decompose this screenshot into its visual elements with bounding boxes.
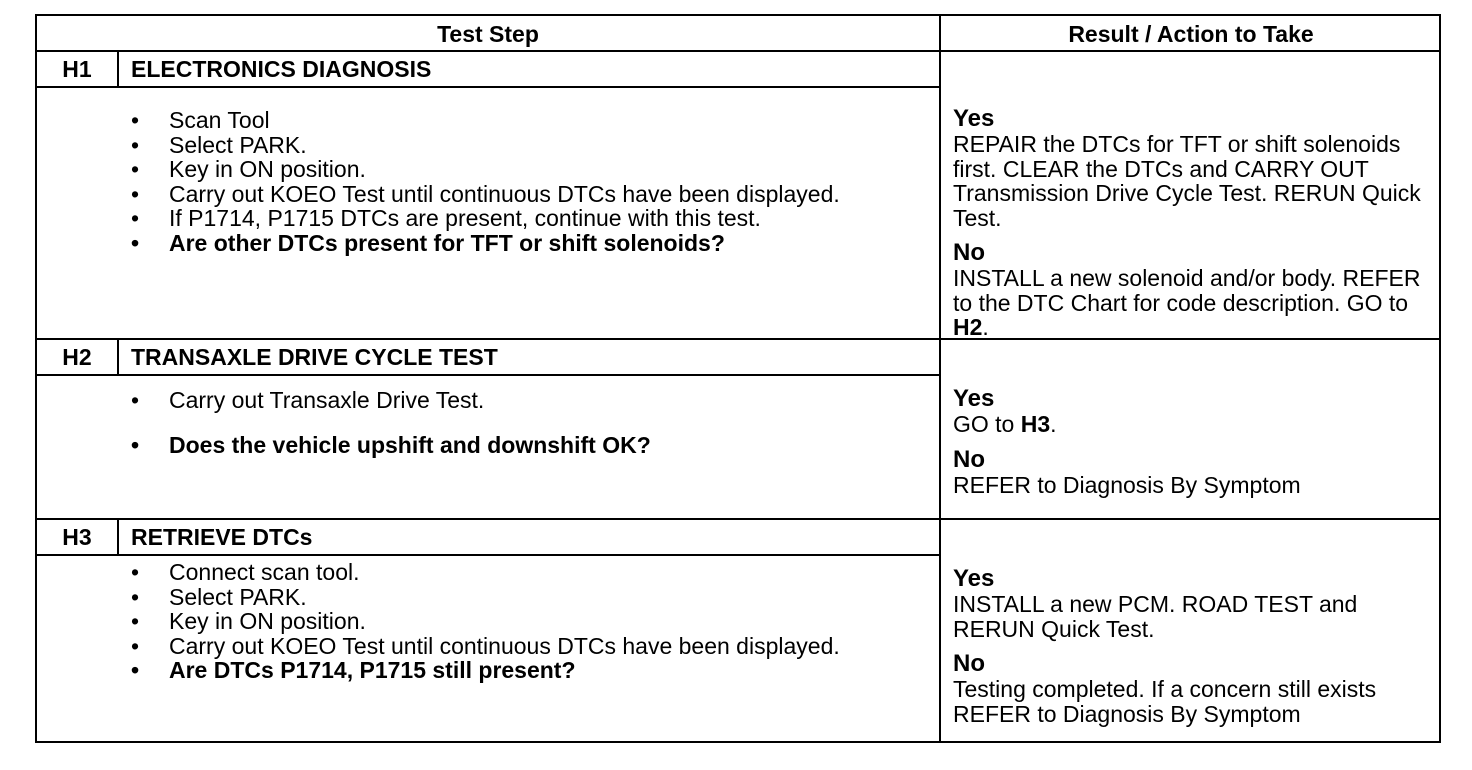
step-code: H1 bbox=[37, 52, 119, 86]
step-title: ELECTRONICS DIAGNOSIS bbox=[131, 56, 432, 82]
no-label: No bbox=[953, 445, 985, 473]
instruction-item: • If P1714, P1715 DTCs are present, continue with this test. bbox=[129, 206, 909, 231]
step-code: H3 bbox=[37, 520, 119, 554]
no-action bbox=[953, 266, 1435, 340]
step-instructions bbox=[129, 560, 909, 683]
column-header-test-step: Test Step bbox=[437, 21, 539, 47]
step-heading-row bbox=[37, 340, 939, 376]
step-section-h1 bbox=[37, 52, 1439, 340]
step-section-h2 bbox=[37, 340, 1439, 520]
no-action-suffix: . bbox=[982, 314, 989, 340]
step-code: H2 bbox=[37, 340, 119, 374]
instruction-item: • Connect scan tool. bbox=[129, 560, 909, 585]
step-title: TRANSAXLE DRIVE CYCLE TEST bbox=[131, 344, 498, 370]
yes-action bbox=[953, 412, 1435, 437]
no-label: No bbox=[953, 239, 985, 266]
instruction-item: • Key in ON position. bbox=[129, 609, 909, 634]
result-action bbox=[953, 386, 1435, 497]
step-title: RETRIEVE DTCs bbox=[131, 524, 313, 550]
instruction-item: • Key in ON position. bbox=[129, 157, 909, 182]
no-label: No bbox=[953, 650, 985, 677]
yes-label: Yes bbox=[953, 105, 995, 132]
step-question: • Are DTCs P1714, P1715 still present? bbox=[129, 658, 909, 683]
step-question: • Are other DTCs present for TFT or shift solenoids? bbox=[129, 231, 909, 256]
diagnostic-table bbox=[35, 14, 1441, 743]
instruction-item: • Carry out KOEO Test until continuous DTCs have been displayed. bbox=[129, 634, 909, 659]
step-reference: H3 bbox=[1020, 411, 1051, 437]
step-instructions bbox=[129, 388, 909, 457]
step-section-h3 bbox=[37, 520, 1439, 743]
yes-action: REPAIR the DTCs for TFT or shift solenoids first. CLEAR the DTCs and CARRY OUT Transmission Drive Cycle Test. RERUN Quick Test. bbox=[953, 131, 1421, 231]
step-reference: H2 bbox=[953, 314, 983, 340]
instruction-item: • Scan Tool bbox=[129, 108, 909, 133]
instruction-item: • Carry out Transaxle Drive Test. bbox=[129, 388, 909, 413]
no-action-text: INSTALL a new solenoid and/or body. REFER to the DTC Chart for code description. GO to bbox=[953, 265, 1421, 316]
yes-label: Yes bbox=[953, 565, 995, 592]
step-heading-row bbox=[37, 520, 939, 556]
yes-action-suffix: . bbox=[1050, 411, 1057, 437]
table-header-row bbox=[37, 16, 1439, 52]
result-action bbox=[953, 106, 1435, 340]
instruction-item: • Select PARK. bbox=[129, 133, 909, 158]
no-action: Testing completed. If a concern still exists REFER to Diagnosis By Symptom bbox=[953, 676, 1377, 727]
instruction-item: • Carry out KOEO Test until continuous DTCs have been displayed. bbox=[129, 182, 909, 207]
column-header-result-action: Result / Action to Take bbox=[1068, 21, 1314, 47]
step-heading-row bbox=[37, 52, 939, 88]
yes-action-text: GO to bbox=[953, 411, 1021, 437]
result-action bbox=[953, 566, 1435, 726]
no-action: REFER to Diagnosis By Symptom bbox=[953, 471, 1301, 498]
yes-label: Yes bbox=[953, 385, 995, 412]
yes-action: INSTALL a new PCM. ROAD TEST and RERUN Quick Test. bbox=[953, 591, 1358, 642]
step-question: • Does the vehicle upshift and downshift OK? bbox=[129, 433, 909, 458]
step-instructions bbox=[129, 108, 909, 255]
instruction-item: • Select PARK. bbox=[129, 585, 909, 610]
